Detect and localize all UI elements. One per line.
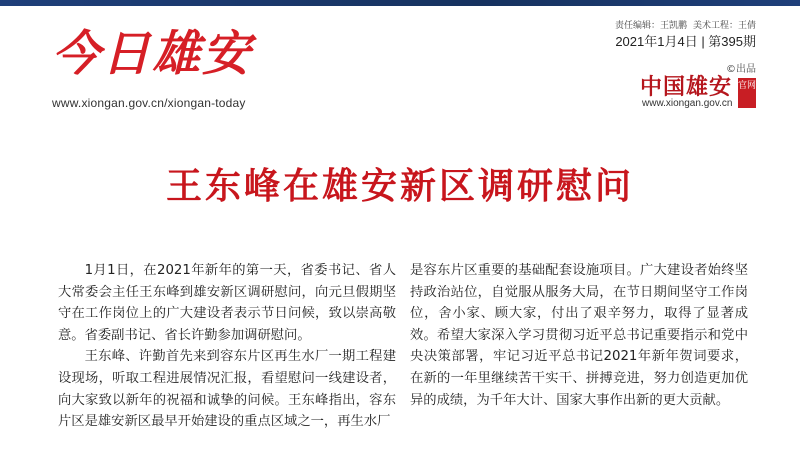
issue-meta xyxy=(615,20,756,50)
article-headline: 王东峰在雄安新区调研慰问 xyxy=(165,166,634,207)
article-column-left xyxy=(58,260,396,433)
paragraph: 王东峰、许勤首先来到容东片区再生水厂一期工程建设现场，听取工程进展情况汇报，看望慰问一线建设者，向大家致以新年的祝福和诚挚的问候。王东峰指出，容东片区是雄安新区最早开始建设的重点区域之一，再生水厂 xyxy=(58,349,396,430)
brand-url[interactable]: www.xiongan.gov.cn xyxy=(642,98,733,109)
paragraph: 1月1日，在2021年新年的第一天，省委书记、省人大常委会主任王东峰到雄安新区调研慰问，向元旦假期坚守在工作岗位上的广大建设者表示节日问候，致以崇高敬意。省委副书记、省长许勤参加调研慰问。 xyxy=(58,263,396,343)
article-column-right xyxy=(410,260,748,411)
art-editor: 美术工程：王倩 xyxy=(692,21,756,31)
brand-logo: 中国雄安 xyxy=(640,74,733,100)
producer-label: ©出品 xyxy=(726,64,756,75)
top-accent-bar xyxy=(0,0,800,6)
issue-date: 2021年1月4日 | 第395期 xyxy=(615,34,756,49)
editor-credits xyxy=(615,20,756,32)
masthead-logo-title: 今日雄安 xyxy=(52,26,253,82)
paragraph: 是容东片区重要的基础配套设施项目。广大建设者始终坚持政治站位，自觉服从服务大局，在节日期间坚守工作岗位，舍小家、顾大家，付出了艰辛努力，取得了显著成效。希望大家深入学习贯彻习近平总书记重要指示和党中央决策部署，牢记习近平总书记2021年新年贺词要求，在新的一年里继续苦干实干、拼搏竞进，努力创造更加优异的成绩，为千年大计、国家大事作出新的更大贡献。 xyxy=(410,263,748,408)
official-seal: 官网 xyxy=(738,78,756,108)
responsible-editor: 责任编辑：王凯鹏 xyxy=(614,21,687,31)
masthead-url[interactable]: www.xiongan.gov.cn/xiongan-today xyxy=(52,96,246,110)
